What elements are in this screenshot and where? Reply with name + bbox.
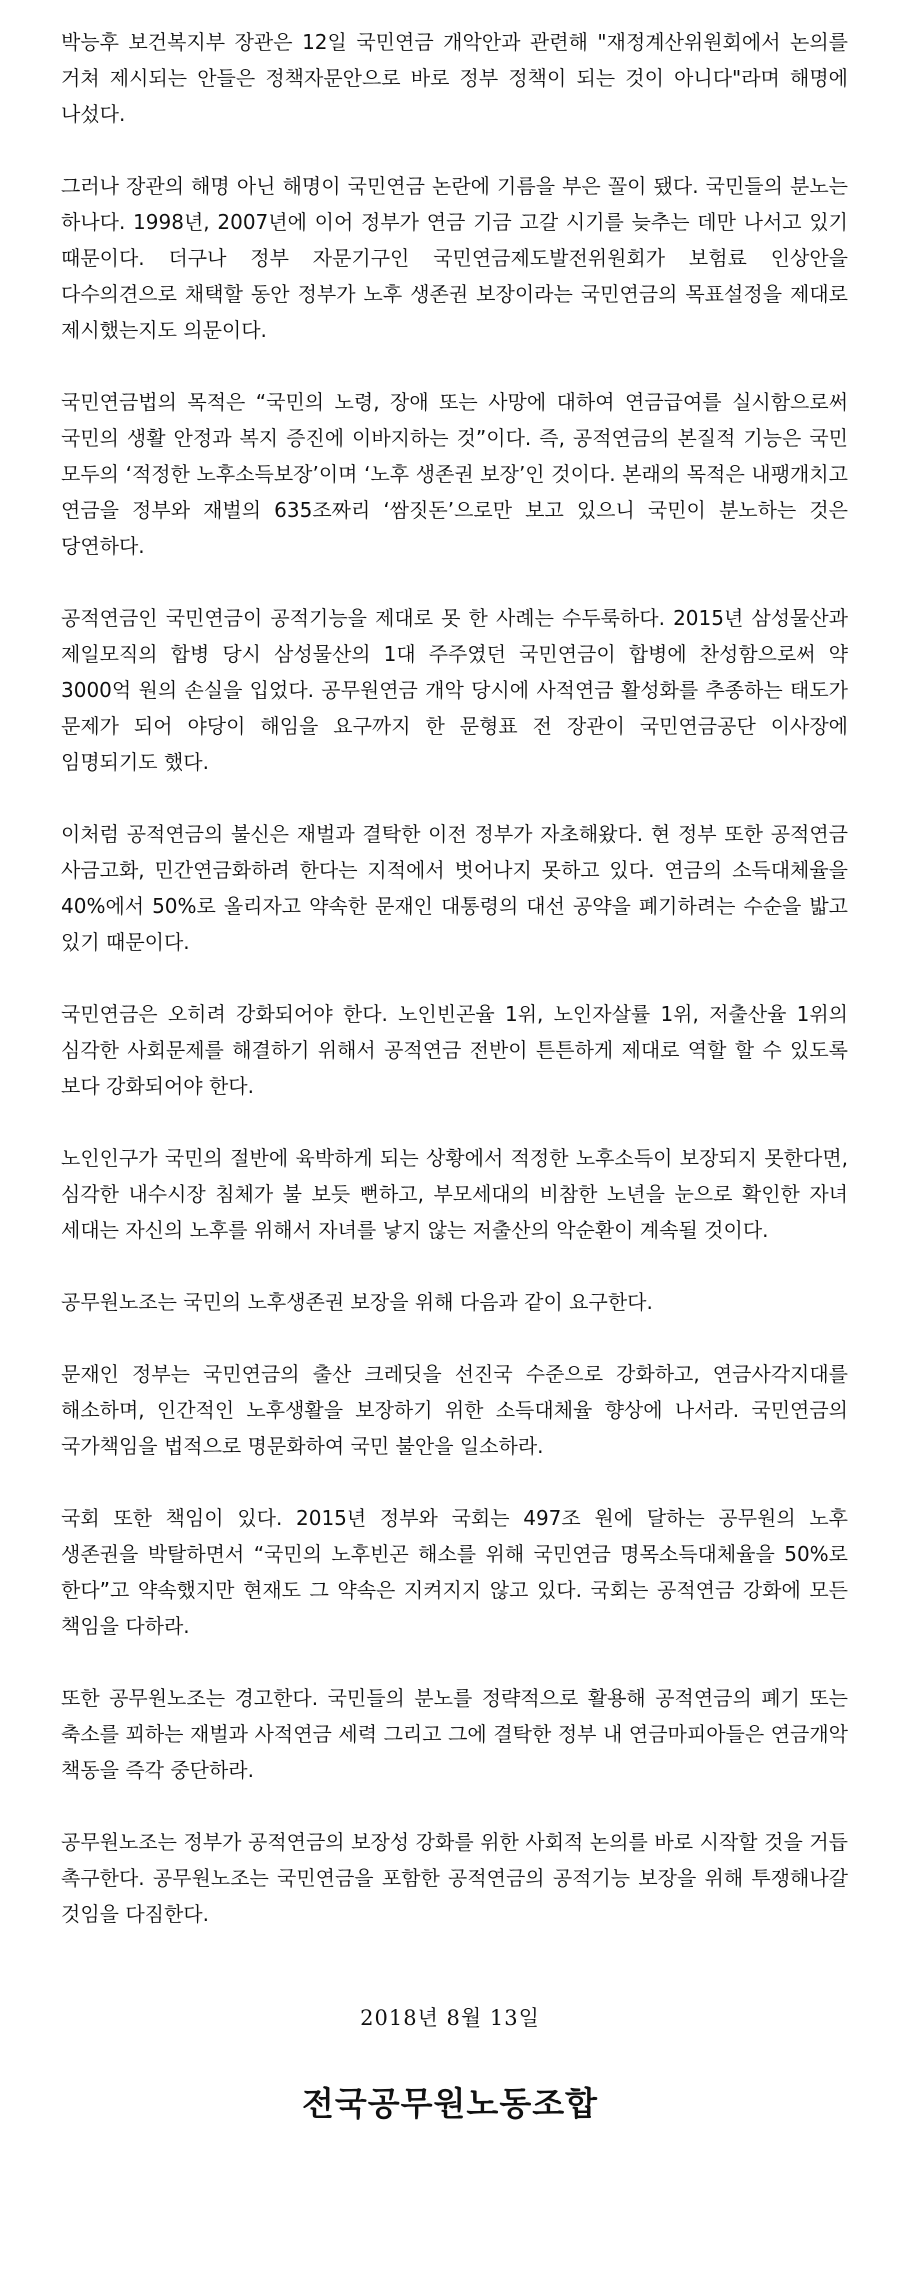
paragraph-11: 또한 공무원노조는 경고한다. 국민들의 분노를 정략적으로 활용해 공적연금의 폐기 또는 축소를 꾀하는 재벌과 사적연금 세력 그리고 그에 결탁한 정부 내 연금마피아들은 연금개악 책동을 즉각 중단하라. — [61, 1686, 848, 1782]
paragraph-spacer — [0, 1464, 900, 1500]
paragraph-3: 국민연금법의 목적은 “국민의 노령, 장애 또는 사망에 대하여 연금급여를 실시함으로써 국민의 생활 안정과 복지 증진에 이바지하는 것”이다. 즉, 공적연금의 본질적 기능은 국민 모두의 ‘적정한 노후소득보장’이며 ‘노후 생존권 보장’인 것이다. 본래의 목적은 내팽개치고 연금을 정부와 재벌의 635조짜리 ‘쌈짓돈’으로만 보고 있으니 국민이 분노하는 것은 당연하다. — [61, 390, 848, 558]
paragraph-8: 공무원노조는 국민의 노후생존권 보장을 위해 다음과 같이 요구한다. — [61, 1290, 653, 1314]
paragraph-6: 국민연금은 오히려 강화되어야 한다. 노인빈곤율 1위, 노인자살률 1위, 저출산율 1위의 심각한 사회문제를 해결하기 위해서 공적연금 전반이 튼튼하게 제대로 역할 할 수 있도록 보다 강화되어야 한다. — [61, 1002, 848, 1098]
paragraph-5: 이처럼 공적연금의 불신은 재벌과 결탁한 이전 정부가 자초해왔다. 현 정부 또한 공적연금 사금고화, 민간연금화하려 한다는 지적에서 벗어나지 못하고 있다. 연금의 소득대체율을 40%에서 50%로 올리자고 약속한 문재인 대통령의 대선 공약을 폐기하려는 수순을 밟고 있기 때문이다. — [61, 822, 848, 954]
statement-date: 2018년 8월 13일 — [360, 2006, 540, 2030]
paragraph-4: 공적연금인 국민연금이 공적기능을 제대로 못 한 사례는 수두룩하다. 2015년 삼성물산과 제일모직의 합병 당시 삼성물산의 1대 주주였던 국민연금이 합병에 찬성함으로써 약 3000억 원의 손실을 입었다. 공무원연금 개악 당시에 사적연금 활성화를 추종하는 태도가 문제가 되어 야당이 해임을 요구까지 한 문형표 전 장관이 국민연금공단 이사장에 임명되기도 했다. — [61, 606, 848, 774]
paragraph-spacer — [0, 348, 900, 384]
paragraph-spacer — [0, 564, 900, 600]
paragraph-spacer — [0, 1104, 900, 1140]
paragraph-spacer — [0, 1644, 900, 1680]
paragraph-9: 문재인 정부는 국민연금의 출산 크레딧을 선진국 수준으로 강화하고, 연금사각지대를 해소하며, 인간적인 노후생활을 보장하기 위한 소득대체율 향상에 나서라. 국민연금의 국가책임을 법적으로 명문화하여 국민 불안을 일소하라. — [61, 1362, 848, 1458]
paragraph-10: 국회 또한 책임이 있다. 2015년 정부와 국회는 497조 원에 달하는 공무원의 노후 생존권을 박탈하면서 “국민의 노후빈곤 해소를 위해 국민연금 명목소득대체율을 50%로 한다”고 약속했지만 현재도 그 약속은 지켜지지 않고 있다. 국회는 공적연금 강화에 모든 책임을 다하라. — [61, 1506, 848, 1638]
paragraph-spacer — [0, 132, 900, 168]
paragraph-spacer — [0, 1320, 900, 1356]
paragraph-spacer — [0, 1248, 900, 1284]
organization-signature: 전국공무원노동조합 — [302, 2084, 598, 2123]
paragraph-spacer — [0, 1788, 900, 1824]
paragraph-spacer — [0, 780, 900, 816]
paragraph-1: 박능후 보건복지부 장관은 12일 국민연금 개악안과 관련해 "재정계산위원회에서 논의를 거쳐 제시되는 안들은 정책자문안으로 바로 정부 정책이 되는 것이 아니다"라며 해명에 나섰다. — [61, 30, 848, 126]
paragraph-2: 그러나 장관의 해명 아닌 해명이 국민연금 논란에 기름을 부은 꼴이 됐다. 국민들의 분노는 하나다. 1998년, 2007년에 이어 정부가 연금 기금 고갈 시기를 늦추는 데만 나서고 있기 때문이다. 더구나 정부 자문기구인 국민연금제도발전위원회가 보험료 인상안을 다수의견으로 채택할 동안 정부가 노후 생존권 보장이라는 국민연금의 목표설정을 제대로 제시했는지도 의문이다. — [61, 174, 848, 342]
paragraph-12: 공무원노조는 정부가 공적연금의 보장성 강화를 위한 사회적 논의를 바로 시작할 것을 거듭 촉구한다. 공무원노조는 국민연금을 포함한 공적연금의 공적기능 보장을 위해 투쟁해나갈 것임을 다짐한다. — [61, 1830, 848, 1926]
paragraph-7: 노인인구가 국민의 절반에 육박하게 되는 상황에서 적정한 노후소득이 보장되지 못한다면, 심각한 내수시장 침체가 불 보듯 뻔하고, 부모세대의 비참한 노년을 눈으로 확인한 자녀 세대는 자신의 노후를 위해서 자녀를 낳지 않는 저출산의 악순환이 계속될 것이다. — [61, 1146, 848, 1242]
paragraph-spacer — [0, 960, 900, 996]
